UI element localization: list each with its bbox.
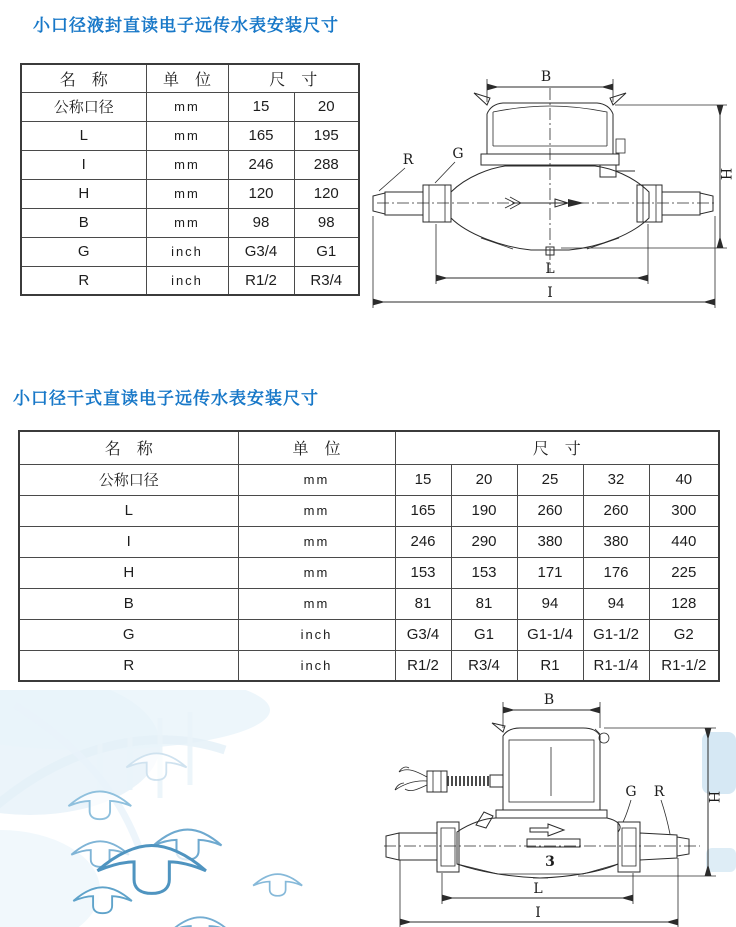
cell-value: 128	[649, 588, 719, 619]
table-row	[19, 557, 719, 588]
row-unit: inch	[146, 266, 228, 295]
cell-value: 190	[451, 495, 517, 526]
row-name: B	[21, 208, 146, 237]
body-mark: 3	[545, 854, 555, 870]
pulse-output-fitting	[600, 165, 635, 177]
right-pipe-tail	[640, 833, 689, 860]
flow-direction-arrow	[505, 197, 584, 209]
row-unit: mm	[146, 208, 228, 237]
row-name: R	[21, 266, 146, 295]
dimension-label-i: I	[547, 285, 553, 301]
cell-value: 246	[228, 150, 294, 179]
dimension-label-b: B	[543, 692, 555, 708]
cell-value: 20	[451, 464, 517, 495]
table-row	[21, 150, 359, 179]
cell-value: 120	[294, 179, 359, 208]
cell-value: R3/4	[294, 266, 359, 295]
table-row	[19, 619, 719, 650]
row-name: 公称口径	[21, 92, 146, 121]
cell-value: 260	[517, 495, 583, 526]
left-coupling-nut	[423, 185, 451, 222]
row-name: H	[21, 179, 146, 208]
dimension-label-i: I	[535, 905, 541, 921]
dimension-i	[373, 216, 715, 308]
table-row	[21, 208, 359, 237]
cell-value: G3/4	[228, 237, 294, 266]
col-header-name: 名 称	[19, 431, 238, 464]
cell-value: R1-1/2	[649, 650, 719, 681]
row-unit: mm	[238, 557, 395, 588]
dimension-h	[578, 728, 721, 876]
row-unit: mm	[146, 121, 228, 150]
cell-value: R1/2	[395, 650, 451, 681]
label-r-leader	[654, 784, 670, 834]
table-row	[19, 526, 719, 557]
table-row	[21, 179, 359, 208]
col-header-size: 尺 寸	[228, 64, 359, 92]
register-housing	[492, 723, 609, 810]
meter-diagram-dry-type	[378, 692, 736, 927]
table-header-row	[19, 431, 719, 464]
dimension-label-h: H	[717, 167, 733, 181]
page-title-dry-type: 小口径干式直读电子远传水表安装尺寸	[13, 389, 319, 408]
cell-value: G1-1/2	[583, 619, 649, 650]
row-name: G	[21, 237, 146, 266]
flow-direction-arrow	[530, 824, 564, 836]
cell-value: 165	[228, 121, 294, 150]
row-name: L	[19, 495, 238, 526]
dimension-label-h: H	[705, 790, 721, 804]
row-name: B	[19, 588, 238, 619]
table-row	[19, 588, 719, 619]
table-row	[21, 237, 359, 266]
left-pipe-tail	[386, 833, 437, 860]
cell-value: R1/2	[228, 266, 294, 295]
table-row	[19, 650, 719, 681]
dimension-label-l: L	[533, 881, 543, 897]
row-unit: mm	[146, 92, 228, 121]
cell-value: 225	[649, 557, 719, 588]
table-header-row	[21, 64, 359, 92]
cell-value: 153	[395, 557, 451, 588]
cell-value: 290	[451, 526, 517, 557]
row-name: 公称口径	[19, 464, 238, 495]
cell-value: R1	[517, 650, 583, 681]
label-g-leader	[623, 784, 637, 822]
row-name: H	[19, 557, 238, 588]
dimension-label-r: R	[402, 152, 414, 168]
cell-value: 15	[395, 464, 451, 495]
row-unit: mm	[238, 526, 395, 557]
row-name: L	[21, 121, 146, 150]
cell-value: 195	[294, 121, 359, 150]
cell-value: 171	[517, 557, 583, 588]
meter-diagram-liquid-sealed	[363, 42, 735, 310]
right-pipe-tail	[662, 192, 713, 215]
row-unit: inch	[146, 237, 228, 266]
row-name: I	[19, 526, 238, 557]
cell-value: 98	[294, 208, 359, 237]
row-name: G	[19, 619, 238, 650]
cell-value: 153	[451, 557, 517, 588]
cell-value: 94	[517, 588, 583, 619]
row-name: I	[21, 150, 146, 179]
cell-value: 20	[294, 92, 359, 121]
table-row	[21, 266, 359, 295]
col-header-unit: 单 位	[146, 64, 228, 92]
row-unit: inch	[238, 650, 395, 681]
table-row	[21, 92, 359, 121]
dimension-label-b: B	[540, 69, 552, 85]
cell-value: 260	[583, 495, 649, 526]
col-header-name: 名 称	[21, 64, 146, 92]
cell-value: 40	[649, 464, 719, 495]
cell-value: 380	[517, 526, 583, 557]
cell-value: 165	[395, 495, 451, 526]
cell-value: 98	[228, 208, 294, 237]
dimension-label-g: G	[625, 784, 637, 800]
row-unit: mm	[238, 464, 395, 495]
row-unit: mm	[146, 150, 228, 179]
table-row	[19, 495, 719, 526]
cell-value: 32	[583, 464, 649, 495]
cell-value: 81	[395, 588, 451, 619]
dimension-l	[436, 224, 648, 284]
table-liquid-sealed-dimensions	[20, 63, 360, 296]
dimension-h	[561, 105, 733, 248]
cell-value: 300	[649, 495, 719, 526]
table-dry-type-dimensions	[18, 430, 720, 682]
row-name: R	[19, 650, 238, 681]
cell-value: 440	[649, 526, 719, 557]
cell-value: 25	[517, 464, 583, 495]
cell-value: G2	[649, 619, 719, 650]
table-row	[19, 464, 719, 495]
row-unit: mm	[238, 495, 395, 526]
cell-value: G3/4	[395, 619, 451, 650]
body-neck	[476, 810, 607, 828]
cell-value: 176	[583, 557, 649, 588]
cell-value: G1	[451, 619, 517, 650]
cell-value: 288	[294, 150, 359, 179]
col-header-unit: 单 位	[238, 431, 395, 464]
cell-value: 81	[451, 588, 517, 619]
cell-value: G1	[294, 237, 359, 266]
left-pipe-tail	[373, 192, 423, 215]
signal-cable	[395, 767, 503, 792]
label-r-leader	[379, 152, 414, 191]
cell-value: G1-1/4	[517, 619, 583, 650]
dimension-label-r: R	[653, 784, 665, 800]
cell-value: 94	[583, 588, 649, 619]
cell-value: R1-1/4	[583, 650, 649, 681]
cell-value: R3/4	[451, 650, 517, 681]
cell-value: 15	[228, 92, 294, 121]
dimension-label-g: G	[452, 146, 464, 162]
row-unit: mm	[146, 179, 228, 208]
page-title-liquid-sealed: 小口径液封直读电子远传水表安装尺寸	[33, 16, 339, 35]
right-coupling-nut	[618, 822, 640, 872]
dimension-label-l: L	[545, 261, 555, 277]
col-header-size: 尺 寸	[395, 431, 719, 464]
cell-value: 246	[395, 526, 451, 557]
table-row	[21, 121, 359, 150]
row-unit: inch	[238, 619, 395, 650]
row-unit: mm	[238, 588, 395, 619]
cell-value: 380	[583, 526, 649, 557]
label-g-leader	[435, 146, 464, 183]
dimension-b	[503, 692, 600, 728]
cell-value: 120	[228, 179, 294, 208]
left-coupling-nut	[437, 822, 459, 872]
